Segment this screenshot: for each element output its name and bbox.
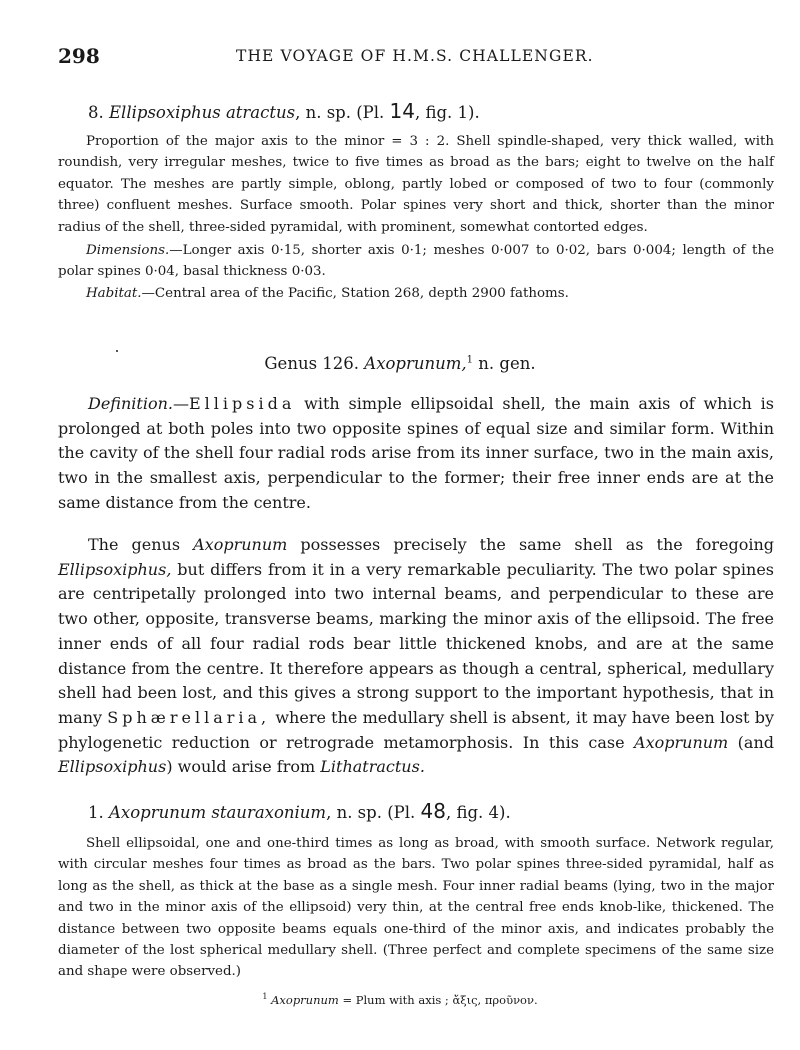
species-1-description-text: Shell ellipsoidal, one and one-third times as long as broad, with smooth surface. Network regular, with circular meshes four times as broad as the bars. Two polar spines three-sided pyramidal, half as long as the shell, as thick at the base as a single mesh. Four inner radial beams (lying, two in the major and two in the minor axis of the ellipsoid) very thin, at the central free ends knob-like, thickened. The distance between two opposite beams equals one-third of the minor axis, and indicates probably the diameter of the lost spherical medullary shell. (Three perfect and complete specimens of the same size and shape were observed.) bbox=[58, 836, 774, 980]
habitat-label: Habitat. bbox=[86, 286, 142, 301]
species-1-heading bbox=[88, 799, 511, 823]
dimensions-text: —Longer axis 0·15, shorter axis 0·1; meshes 0·007 to 0·02, bars 0·004; length of the polar spines 0·04, basal thickness 0·03. bbox=[58, 243, 774, 280]
species-8-heading bbox=[88, 99, 480, 123]
footnote-marker: 1 bbox=[262, 992, 268, 1001]
species-1-description bbox=[58, 833, 774, 983]
footnote-term: Axoprunum bbox=[271, 992, 339, 1007]
discussion-text-6: ) would arise from bbox=[166, 757, 316, 777]
species-8-description-text: Proportion of the major axis to the minor = 3 : 2. Shell spindle-shaped, very thick walled, with roundish, very irregular meshes, twice to five times as broad as the bars; eight to twelve on the half equator. The meshes are partly simple, oblong, partly lobed or composed of two to four (commonly three) confluent meshes. Surface smooth. Polar spines very short and thick, shorter than the minor radius of the shell, three-sided pyramidal, with prominent, somewhat contorted edges. bbox=[58, 134, 774, 235]
discussion-text-4: where the medullary shell is absent, it may have been lost by phylogenetic reduction or retrograde metamorphosis. In this case bbox=[58, 707, 774, 752]
dimensions-label: Dimensions. bbox=[86, 243, 170, 258]
genus-suffix: n. gen. bbox=[478, 354, 536, 373]
definition-label: Definition. bbox=[88, 394, 173, 413]
definition-text: with simple ellipsoidal shell, the main axis of which is prolonged at both poles into two opposite spines of equal size and similar form. Within the cavity of the shell four radial rods arise from its inner surface, two in the main axis, two in the smallest axis, perpendicular to the former; their free inner ends are at the same distance from the centre. bbox=[58, 394, 774, 512]
species-1-plate: 48 bbox=[420, 799, 446, 823]
discussion-paragraph bbox=[58, 533, 774, 780]
discussion-group: Sphærellaria, bbox=[107, 707, 271, 727]
definition-group: Ellipsida bbox=[188, 394, 296, 413]
print-speck bbox=[116, 350, 118, 352]
discussion-genus-1: Axoprunum bbox=[193, 535, 288, 554]
species-8-number: 8. bbox=[88, 103, 104, 122]
genus-footnote-ref: 1 bbox=[466, 354, 474, 366]
species-8-name: Ellipsoxiphus atractus bbox=[109, 103, 296, 122]
running-head: THE VOYAGE OF H.M.S. CHALLENGER. bbox=[236, 47, 594, 65]
discussion-genus-4: Ellipsoxiphus bbox=[58, 757, 167, 777]
discussion-text-3: but differs from it in a very remarkable peculiarity. The two polar spines are centripetally prolonged into two internal beams, and perpendicular to these are two other, opposite, transverse beams, marking the minor axis of the ellipsoid. The free inner ends of all four radial rods bear little thickened knobs, and are at the same distance from the centre. It therefore appears as though a central, spherical, medullary shell had been lost, and this gives a strong support to the important hypothesis, that in many bbox=[58, 559, 775, 727]
species-1-number: 1. bbox=[88, 803, 104, 822]
species-8-description bbox=[58, 131, 774, 238]
genus-name: Axoprunum, bbox=[364, 354, 467, 373]
species-8-dimensions bbox=[58, 240, 774, 283]
genus-prefix: Genus 126. bbox=[264, 354, 360, 373]
definition-paragraph bbox=[58, 392, 774, 516]
species-1-name: Axoprunum stauraxonium bbox=[109, 803, 327, 822]
discussion-text-1: The genus bbox=[88, 535, 181, 554]
page-header bbox=[58, 44, 770, 68]
footnote bbox=[0, 992, 800, 1007]
discussion-text-5: (and bbox=[737, 732, 774, 752]
footnote-text: = Plum with axis ; bbox=[342, 992, 449, 1007]
species-8-habitat bbox=[58, 283, 774, 304]
genus-heading bbox=[0, 354, 800, 373]
discussion-genus-2: Ellipsoxiphus, bbox=[58, 559, 172, 579]
definition-dash: — bbox=[172, 394, 189, 413]
species-1-fig: , fig. 4). bbox=[445, 803, 511, 822]
footnote-greek: ἄξις, προῦνον. bbox=[452, 992, 538, 1007]
species-8-suffix: , n. sp. (Pl. bbox=[295, 103, 385, 122]
discussion-genus-3: Axoprunum bbox=[634, 732, 729, 752]
discussion-text-2: possesses precisely the same shell as the foregoing bbox=[300, 535, 774, 554]
habitat-text: —Central area of the Pacific, Station 268, depth 2900 fathoms. bbox=[141, 286, 569, 301]
species-8-fig: , fig. 1). bbox=[415, 103, 480, 122]
page-number: 298 bbox=[58, 44, 100, 68]
species-1-suffix: , n. sp. (Pl. bbox=[326, 803, 416, 822]
species-8-plate: 14 bbox=[389, 99, 415, 123]
discussion-genus-5: Lithatractus. bbox=[320, 757, 425, 777]
